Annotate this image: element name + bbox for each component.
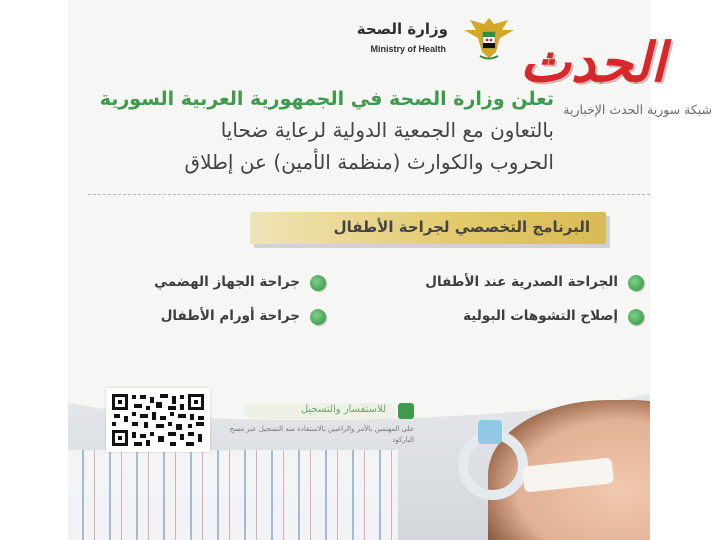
bullet-icon	[310, 309, 326, 325]
list-item-label: الجراحة الصدرية عند الأطفال	[425, 274, 618, 290]
striped-blanket	[68, 450, 398, 540]
left-margin	[0, 0, 68, 540]
bullet-icon	[628, 275, 644, 291]
program-title: البرنامج التخصصي لجراحة الأطفال	[333, 218, 590, 236]
dashed-divider	[88, 194, 650, 195]
headline-line-3: الحروب والكوارث (منظمة الأمين) عن إطلاق	[184, 150, 554, 174]
ministry-name-en: Ministry of Health	[370, 44, 446, 54]
list-item	[76, 272, 326, 294]
list-item	[394, 306, 644, 328]
bullet-icon	[628, 309, 644, 325]
watermark-subtitle: شبكة سورية الحدث الإخبارية	[563, 102, 712, 117]
program-banner	[250, 212, 606, 244]
list-item-label: إصلاح التشوهات البولية	[463, 308, 618, 324]
watermark-logo: الحدث	[520, 30, 666, 94]
list-item-label: جراحة أورام الأطفال	[160, 308, 300, 324]
headline-line-1: تعلن وزارة الصحة في الجمهورية العربية السورية	[99, 88, 554, 110]
bullet-icon	[310, 275, 326, 291]
list-item	[394, 272, 644, 294]
phone-icon	[398, 403, 414, 419]
tube-connector	[478, 420, 502, 444]
list-item-label: جراحة الجهاز الهضمي	[154, 274, 300, 290]
contact-note: على المهتمين بالأمر والراغبين بالاستفادة منه التسجيل عبر مسح الباركود	[229, 425, 414, 444]
eagle-emblem-icon	[456, 14, 522, 62]
list-item	[76, 306, 326, 328]
contact-label: للاستفسار والتسجيل	[300, 404, 386, 415]
qr-code-icon	[110, 392, 206, 448]
headline-line-2: بالتعاون مع الجمعية الدولية لرعاية ضحايا	[220, 118, 554, 142]
ministry-name-ar: وزارة الصحة	[356, 20, 448, 38]
ministry-logo	[336, 14, 526, 64]
contact-pill	[244, 403, 396, 419]
qr-code[interactable]	[106, 388, 210, 452]
